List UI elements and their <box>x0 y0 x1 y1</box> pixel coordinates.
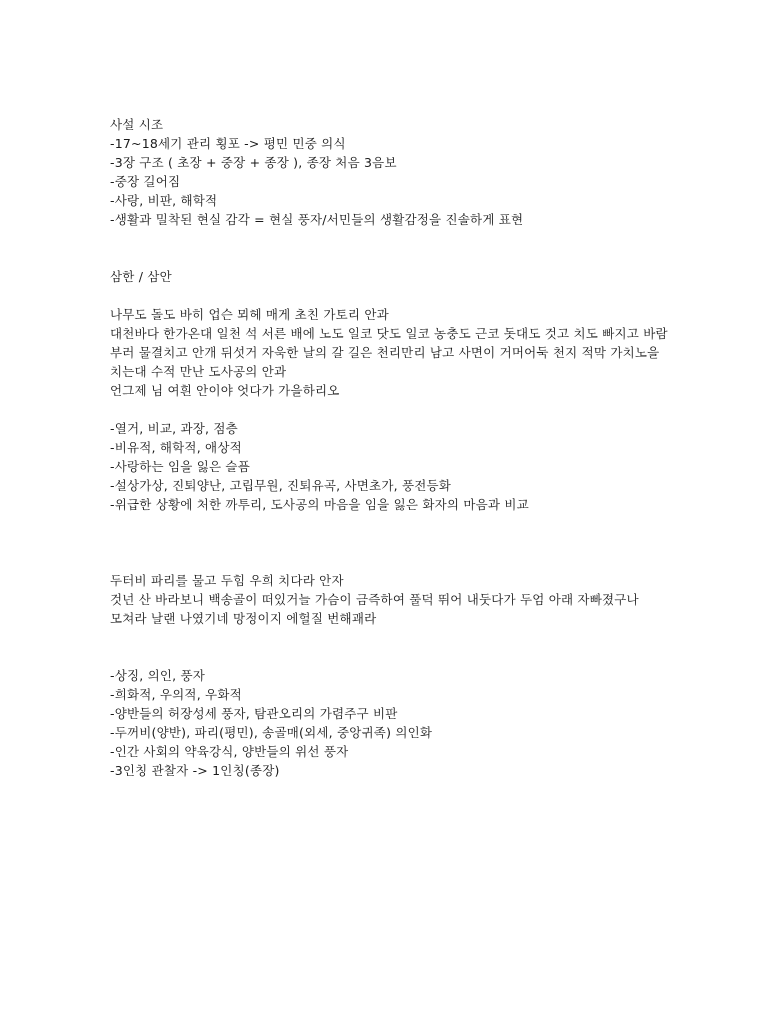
note-line: -사랑하는 임을 잃은 슬픔 <box>110 459 250 474</box>
note-line: -사랑, 비판, 해학적 <box>110 193 218 208</box>
section-heading: 사설 시조 <box>110 117 164 132</box>
spacer <box>110 286 670 305</box>
note-line: -열거, 비교, 과장, 점층 <box>110 421 238 436</box>
poem-line: 대천바다 한가온대 일천 석 서른 배에 노도 일코 닷도 일코 농충도 근코 돗대도 것고 치도 빠지고 바람 부러 물결치고 안개 뒤섯거 자욱한 날의 갈 길은 천리만리 남고 사면이 거머어둑 천지 적막 가치노을 치는대 수적 만난 도사공의 안과 <box>110 326 672 379</box>
spacer <box>110 514 670 552</box>
section-samhan-title <box>110 267 670 286</box>
poem-kkaturi <box>110 305 670 400</box>
spacer <box>110 552 670 571</box>
poem-line: 나무도 돌도 바히 업슨 뫼헤 매게 초친 가토리 안과 <box>110 307 389 322</box>
note-line: -비유적, 해학적, 애상적 <box>110 440 242 455</box>
poem-line: 언그제 님 여흰 안이야 엇다가 가을하리오 <box>110 383 340 398</box>
note-line: -인간 사회의 약육강식, 양반들의 위선 풍자 <box>110 744 349 759</box>
notes-dutubi <box>110 666 670 780</box>
spacer <box>110 400 670 419</box>
note-line: -17~18세기 관리 횡포 -> 평민 민중 의식 <box>110 136 346 151</box>
section-heading: 삼한 / 삼안 <box>110 269 172 284</box>
poem-line: 모쳐라 날랜 나였기네 망정이지 에헐질 번해괘라 <box>110 611 377 626</box>
spacer <box>110 628 670 666</box>
poem-dutubi <box>110 571 670 628</box>
note-line: -생활과 밀착된 현실 감각 = 현실 풍자/서민들의 생활감정을 진솔하게 표현 <box>110 212 524 227</box>
note-line: -위급한 상황에 처한 까투리, 도사공의 마음을 임을 잃은 화자의 마음과 비교 <box>110 497 529 512</box>
spacer <box>110 229 670 267</box>
note-line: -두꺼비(양반), 파리(평민), 송골매(외세, 중앙귀족) 의인화 <box>110 725 433 740</box>
note-line: -3인칭 관찰자 -> 1인칭(종장) <box>110 763 280 778</box>
poem-line: 것넌 산 바라보니 백송골이 떠있거늘 가슴이 금즉하여 풀덕 뛰어 내둣다가 두엄 아래 자빠졌구나 <box>110 592 639 607</box>
note-line: -양반들의 허장성세 풍자, 탐관오리의 가렴주구 비판 <box>110 706 398 721</box>
document-page <box>110 115 670 780</box>
poem-line: 두터비 파리를 물고 두힘 우희 치다라 안자 <box>110 573 344 588</box>
note-line: -설상가상, 진퇴양난, 고립무원, 진퇴유곡, 사면초가, 풍전등화 <box>110 478 452 493</box>
section-saseol-sijo <box>110 115 670 229</box>
note-line: -3장 구조 ( 초장 + 중장 + 종장 ), 종장 처음 3음보 <box>110 155 397 170</box>
notes-kkaturi <box>110 419 670 514</box>
note-line: -상징, 의인, 풍자 <box>110 668 206 683</box>
note-line: -중장 길어짐 <box>110 174 181 189</box>
note-line: -희화적, 우의적, 우화적 <box>110 687 242 702</box>
